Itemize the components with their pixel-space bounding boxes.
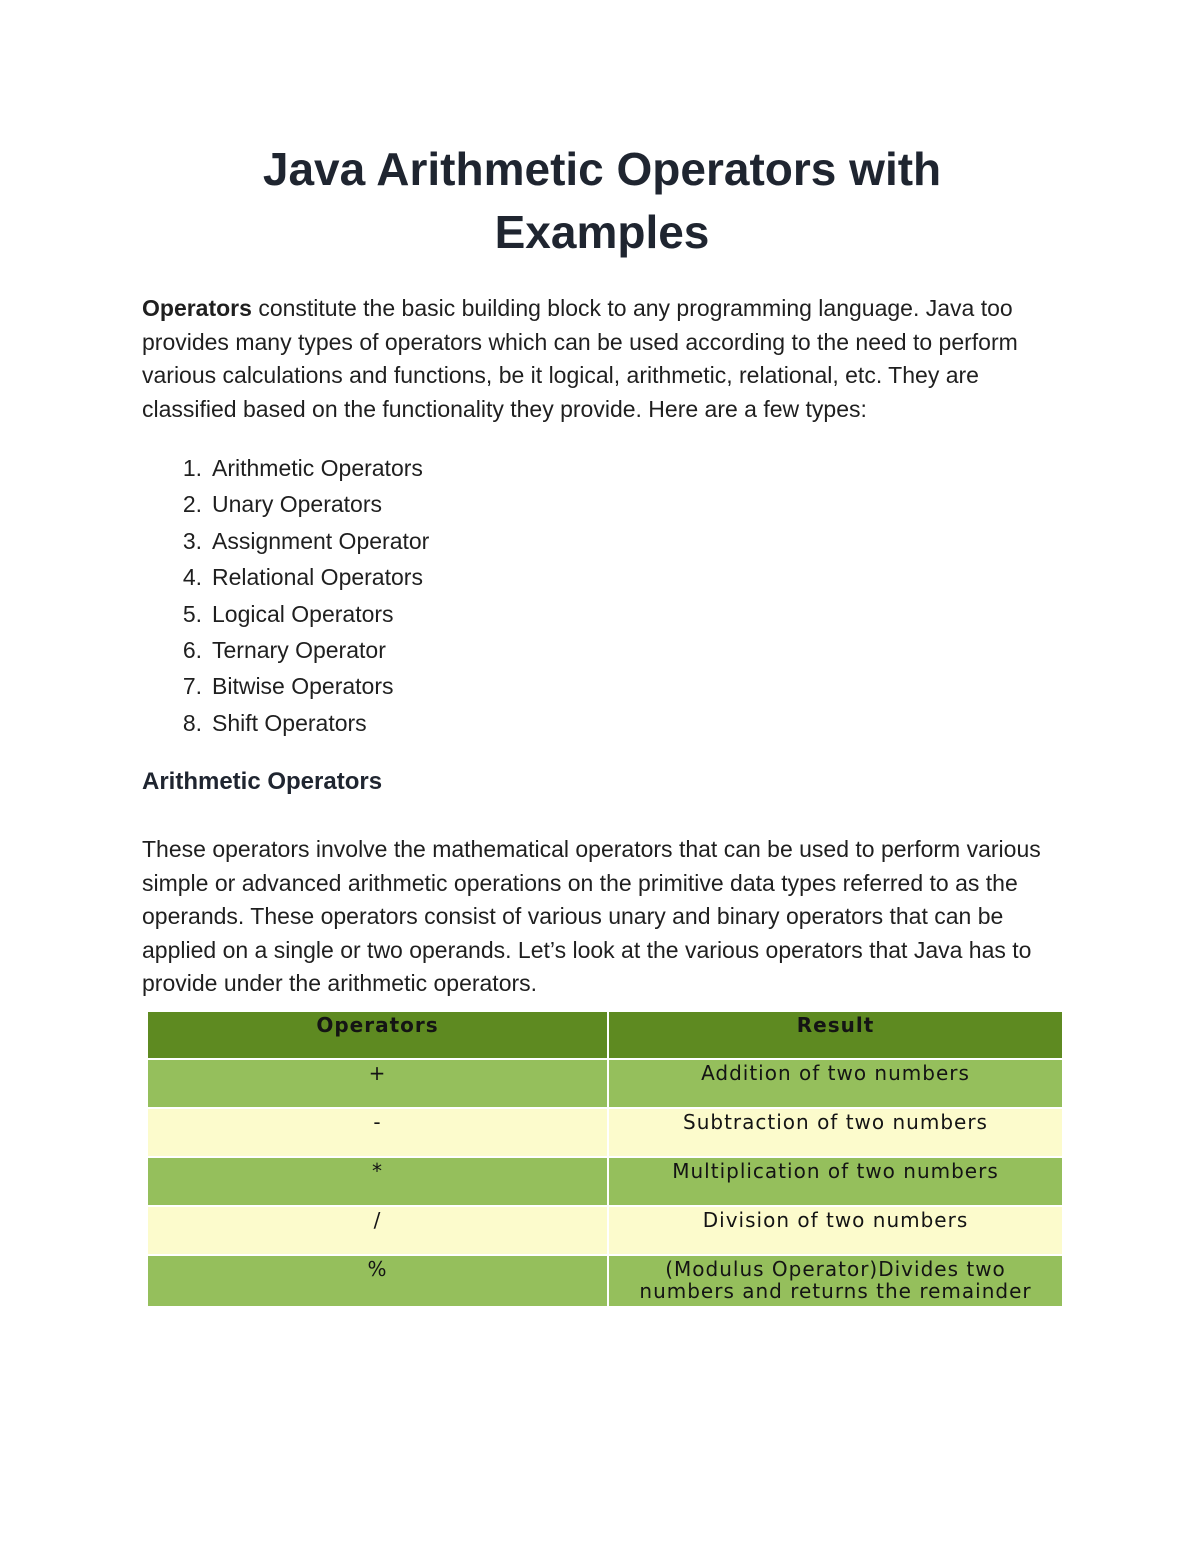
list-item — [142, 486, 1062, 522]
list-label: Logical Operators — [212, 600, 394, 627]
list-label: Shift Operators — [212, 709, 367, 736]
operator-cell: - — [147, 1108, 608, 1157]
intro-text: constitute the basic building block to any programming language. Java too provides many types of operators which can be used according to the need to perform various calculations and functions, be it logical, arithmetic, relational, etc. They are classified based on the functionality they provide. Here are a few types: — [142, 295, 1018, 422]
list-label: Bitwise Operators — [212, 673, 394, 700]
result-cell: Addition of two numbers — [608, 1059, 1063, 1108]
list-item — [142, 523, 1062, 559]
operator-types-list — [142, 450, 1062, 741]
header-result: Result — [608, 1011, 1063, 1059]
page-title — [142, 138, 1062, 264]
table-row — [147, 1255, 1063, 1307]
intro-bold-term: Operators — [142, 295, 252, 321]
list-number: 5. — [182, 600, 202, 627]
list-label: Assignment Operator — [212, 527, 430, 554]
list-number: 2. — [182, 491, 202, 518]
table-row — [147, 1206, 1063, 1255]
list-item — [142, 596, 1062, 632]
table-row — [147, 1157, 1063, 1206]
list-label: Ternary Operator — [212, 637, 386, 664]
operator-cell: / — [147, 1206, 608, 1255]
result-cell: (Modulus Operator)Divides two numbers and returns the remainder — [608, 1255, 1063, 1307]
list-number: 3. — [182, 527, 202, 554]
operators-table — [146, 1010, 1064, 1308]
list-number: 4. — [182, 564, 202, 591]
list-item — [142, 705, 1062, 741]
list-number: 1. — [182, 455, 202, 481]
list-label: Relational Operators — [212, 564, 423, 591]
list-label: Arithmetic Operators — [212, 455, 423, 481]
section-heading: Arithmetic Operators — [142, 768, 383, 796]
header-operators: Operators — [147, 1011, 608, 1059]
list-item — [142, 632, 1062, 668]
list-item — [142, 668, 1062, 704]
operator-cell: % — [147, 1255, 608, 1307]
list-number: 7. — [182, 673, 202, 700]
table-row — [147, 1108, 1063, 1157]
result-cell: Division of two numbers — [608, 1206, 1063, 1255]
section-paragraph: These operators involve the mathematical operators that can be used to perform various simple or advanced arithmetic operations on the primitive data types referred to as the operands. These operators consist of various unary and binary operators that can be applied on a single or two operands. Let’s look at the various operators that Java has to provide under the arithmetic operators. — [142, 836, 1041, 997]
result-cell: Multiplication of two numbers — [608, 1157, 1063, 1206]
list-label: Unary Operators — [212, 491, 383, 518]
list-number: 6. — [182, 637, 202, 664]
list-number: 8. — [182, 709, 202, 736]
document-page — [142, 138, 1062, 1308]
operator-cell: + — [147, 1059, 608, 1108]
title-line-1: Java Arithmetic Operators with — [262, 143, 942, 195]
table-header-row — [147, 1011, 1063, 1059]
operator-cell: * — [147, 1157, 608, 1206]
list-item — [142, 450, 1062, 486]
intro-paragraph — [142, 292, 1062, 426]
list-item — [142, 559, 1062, 595]
table-row — [147, 1059, 1063, 1108]
result-cell: Subtraction of two numbers — [608, 1108, 1063, 1157]
title-line-2: Examples — [494, 206, 710, 258]
